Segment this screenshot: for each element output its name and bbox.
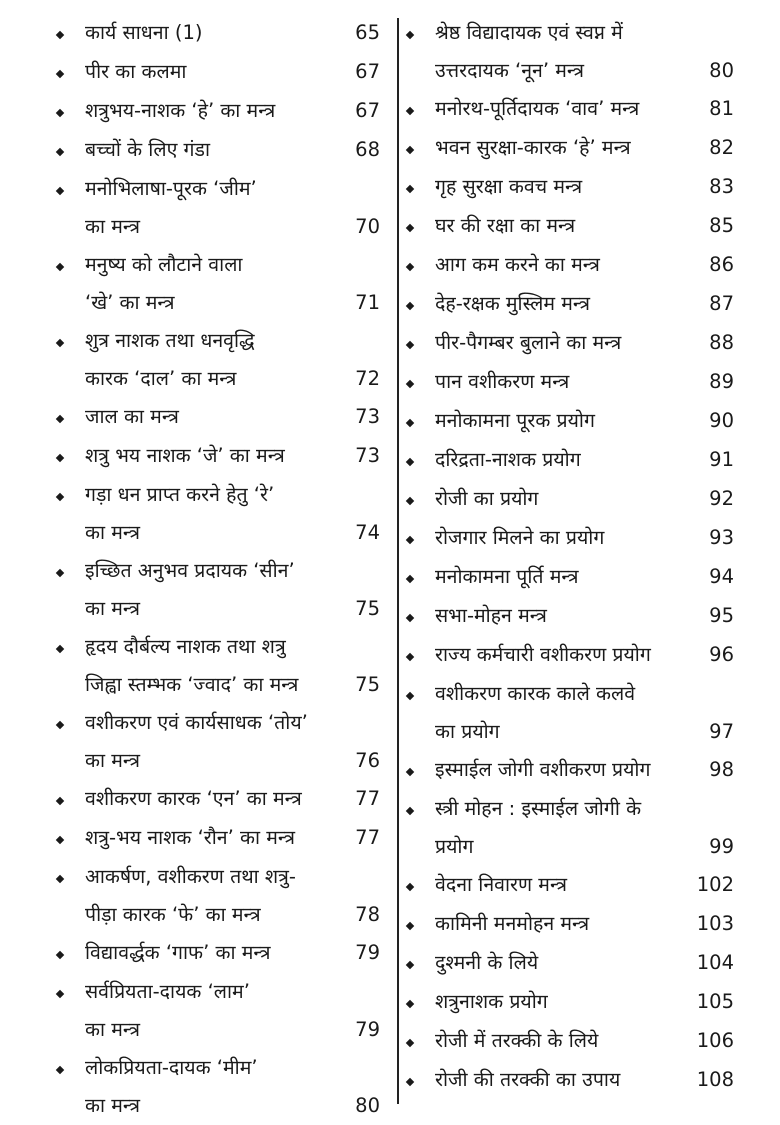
entry-page-number: 106 — [696, 1029, 734, 1052]
entry-title: घर की रक्षा का मन्त्र — [435, 214, 576, 237]
entry-title: श्रेष्ठ विद्यादायक एवं स्वप्न में — [435, 21, 623, 44]
bullet-icon — [406, 146, 414, 154]
entry-title: पीर का कलमा — [85, 60, 187, 83]
entry-line — [55, 131, 390, 170]
entry-title: पीर-पैगम्बर बुलाने का मन्त्र — [435, 331, 622, 354]
bullet-icon — [56, 797, 64, 805]
contents-entry — [55, 552, 390, 628]
entry-line — [55, 666, 390, 704]
entry-line — [55, 934, 390, 973]
bullet-icon — [406, 575, 414, 583]
entry-page-number: 78 — [355, 903, 380, 926]
contents-entry — [405, 129, 740, 168]
bullet-icon — [56, 569, 64, 577]
entry-title: राज्य कर्मचारी वशीकरण प्रयोग — [435, 643, 651, 666]
entry-title: मनोकामना पूरक प्रयोग — [435, 409, 595, 432]
entry-line — [55, 552, 390, 590]
bullet-icon — [406, 653, 414, 661]
entry-page-number: 97 — [709, 720, 734, 743]
entry-line — [55, 360, 390, 398]
entry-page-number: 103 — [696, 912, 734, 935]
entry-title: मनोरथ-पूर्तिदायक ‘वाव’ मन्त्र — [435, 97, 640, 120]
contents-column-right — [405, 14, 740, 1100]
contents-entry — [405, 285, 740, 324]
entry-page-number: 82 — [709, 136, 734, 159]
contents-entry — [405, 363, 740, 402]
contents-entry — [405, 207, 740, 246]
entry-line — [405, 168, 740, 207]
entry-page-number: 93 — [709, 526, 734, 549]
entry-title: कारक ‘दाल’ का मन्त्र — [85, 367, 237, 390]
entry-page-number: 90 — [709, 409, 734, 432]
entry-title: पान वशीकरण मन्त्र — [435, 370, 570, 393]
bullet-icon — [406, 614, 414, 622]
bullet-icon — [56, 836, 64, 844]
entry-line — [405, 402, 740, 441]
entry-title: बच्चों के लिए गंडा — [85, 138, 211, 161]
bullet-icon — [56, 875, 64, 883]
entry-title: मनोभिलाषा-पूरक ‘जीम’ — [85, 177, 257, 200]
entry-line — [405, 285, 740, 324]
bullet-icon — [56, 187, 64, 195]
entry-line — [405, 1022, 740, 1061]
entry-page-number: 85 — [709, 214, 734, 237]
entry-title: देह-रक्षक मुस्लिम मन्त्र — [435, 292, 591, 315]
entry-page-number: 92 — [709, 487, 734, 510]
contents-entry — [405, 1061, 740, 1100]
bullet-icon — [406, 341, 414, 349]
contents-entry — [405, 480, 740, 519]
entry-page-number: 74 — [355, 521, 380, 544]
bullet-icon — [56, 263, 64, 271]
bullet-icon — [406, 768, 414, 776]
entry-line — [405, 129, 740, 168]
entry-page-number: 79 — [355, 1018, 380, 1041]
entry-page-number: 80 — [709, 59, 734, 82]
contents-entry — [405, 751, 740, 790]
entry-title: वशीकरण एवं कार्यसाधक ‘तोय’ — [85, 711, 308, 734]
entry-line — [405, 1061, 740, 1100]
entry-page-number: 99 — [709, 835, 734, 858]
entry-line — [55, 170, 390, 208]
entry-line — [55, 1011, 390, 1049]
bullet-icon — [56, 339, 64, 347]
contents-entry — [55, 628, 390, 704]
bullet-icon — [56, 951, 64, 959]
entry-page-number: 108 — [696, 1068, 734, 1091]
entry-title: आकर्षण, वशीकरण तथा शत्रु- — [85, 865, 296, 888]
entry-line — [405, 944, 740, 983]
entry-page-number: 81 — [709, 97, 734, 120]
contents-entry — [55, 53, 390, 92]
entry-title: शुत्र नाशक तथा धनवृद्धि — [85, 329, 255, 352]
entry-page-number: 77 — [355, 826, 380, 849]
entry-line — [55, 14, 390, 53]
entry-line — [55, 1049, 390, 1087]
bullet-icon — [56, 1066, 64, 1074]
bullet-icon — [56, 148, 64, 156]
entry-title: का मन्त्र — [85, 521, 140, 544]
entry-page-number: 96 — [709, 643, 734, 666]
contents-entry — [405, 983, 740, 1022]
entry-line — [405, 751, 740, 790]
entry-line — [405, 207, 740, 246]
entry-line — [405, 713, 740, 751]
entry-line — [55, 896, 390, 934]
entry-line — [55, 858, 390, 896]
entry-title: कार्य साधना (1) — [85, 21, 203, 44]
entry-title: वेदना निवारण मन्त्र — [435, 873, 568, 896]
entry-line — [55, 590, 390, 628]
contents-column-left — [55, 14, 390, 1125]
entry-title: मनुष्य को लौटाने वाला — [85, 253, 243, 276]
bullet-icon — [406, 497, 414, 505]
entry-page-number: 80 — [355, 1094, 380, 1117]
bullet-icon — [406, 419, 414, 427]
contents-entry — [405, 1022, 740, 1061]
entry-title: का मन्त्र — [85, 215, 140, 238]
entry-page-number: 77 — [355, 787, 380, 810]
contents-entry — [405, 246, 740, 285]
entry-page-number: 88 — [709, 331, 734, 354]
bullet-icon — [56, 721, 64, 729]
contents-entry — [55, 170, 390, 246]
entry-title: वशीकरण कारक ‘एन’ का मन्त्र — [85, 787, 302, 810]
entry-page-number: 76 — [355, 749, 380, 772]
entry-line — [405, 597, 740, 636]
entry-title: का मन्त्र — [85, 1094, 140, 1117]
bullet-icon — [56, 31, 64, 39]
entry-page-number: 68 — [355, 138, 380, 161]
entry-line — [55, 398, 390, 437]
contents-entry — [405, 519, 740, 558]
entry-page-number: 73 — [355, 405, 380, 428]
bullet-icon — [56, 454, 64, 462]
entry-title: जाल का मन्त्र — [85, 405, 179, 428]
bullet-icon — [56, 645, 64, 653]
entry-line — [55, 476, 390, 514]
entry-title: का मन्त्र — [85, 749, 140, 772]
bullet-icon — [406, 1000, 414, 1008]
contents-entry — [405, 636, 740, 675]
entry-title: शत्रु भय नाशक ‘जे’ का मन्त्र — [85, 444, 285, 467]
contents-entry — [55, 476, 390, 552]
column-divider — [397, 18, 399, 1104]
entry-line — [55, 819, 390, 858]
entry-line — [55, 92, 390, 131]
contents-entry — [55, 780, 390, 819]
contents-entry — [405, 168, 740, 207]
contents-entry — [55, 1049, 390, 1125]
entry-title: का प्रयोग — [435, 720, 500, 743]
contents-entry — [55, 858, 390, 934]
entry-page-number: 73 — [355, 444, 380, 467]
entry-page-number: 83 — [709, 175, 734, 198]
contents-entry — [55, 92, 390, 131]
entry-line — [55, 780, 390, 819]
entry-line — [55, 1087, 390, 1125]
entry-title: भवन सुरक्षा-कारक ‘हे’ मन्त्र — [435, 136, 631, 159]
bullet-icon — [406, 263, 414, 271]
entry-page-number: 75 — [355, 597, 380, 620]
entry-page-number: 102 — [696, 873, 734, 896]
entry-line — [55, 973, 390, 1011]
bullet-icon — [406, 185, 414, 193]
contents-entry — [405, 905, 740, 944]
bullet-icon — [406, 224, 414, 232]
contents-entry — [55, 322, 390, 398]
contents-entry — [405, 90, 740, 129]
contents-entry — [55, 973, 390, 1049]
entry-line — [405, 983, 740, 1022]
contents-entry — [405, 675, 740, 751]
entry-page-number: 72 — [355, 367, 380, 390]
contents-entry — [55, 398, 390, 437]
entry-title: हृदय दौर्बल्य नाशक तथा शत्रु — [85, 635, 286, 658]
contents-entry — [55, 934, 390, 973]
entry-title: का मन्त्र — [85, 597, 140, 620]
bullet-icon — [406, 31, 414, 39]
bullet-icon — [406, 922, 414, 930]
entry-line — [55, 208, 390, 246]
entry-page-number: 95 — [709, 604, 734, 627]
entry-line — [55, 742, 390, 780]
entry-line — [405, 828, 740, 866]
entry-line — [55, 704, 390, 742]
entry-title: वशीकरण कारक काले कलवे — [435, 682, 636, 705]
entry-line — [405, 441, 740, 480]
entry-title: लोकप्रियता-दायक ‘मीम’ — [85, 1056, 258, 1079]
entry-title: ‘खे’ का मन्त्र — [85, 291, 175, 314]
entry-line — [405, 52, 740, 90]
contents-entry — [405, 944, 740, 983]
bullet-icon — [406, 380, 414, 388]
bullet-icon — [56, 70, 64, 78]
contents-entry — [55, 246, 390, 322]
entry-line — [55, 284, 390, 322]
entry-title: शत्रुभय-नाशक ‘हे’ का मन्त्र — [85, 99, 276, 122]
contents-entry — [55, 131, 390, 170]
entry-line — [405, 14, 740, 52]
bullet-icon — [56, 990, 64, 998]
bullet-icon — [56, 493, 64, 501]
bullet-icon — [406, 1078, 414, 1086]
entry-line — [405, 480, 740, 519]
entry-line — [55, 628, 390, 666]
entry-page-number: 70 — [355, 215, 380, 238]
entry-line — [405, 519, 740, 558]
entry-title: इस्माईल जोगी वशीकरण प्रयोग — [435, 758, 651, 781]
contents-entry — [405, 14, 740, 90]
contents-entry — [405, 597, 740, 636]
entry-title: गड़ा धन प्राप्त करने हेतु ‘रे’ — [85, 483, 275, 506]
entry-line — [55, 437, 390, 476]
bullet-icon — [406, 107, 414, 115]
contents-entry — [405, 790, 740, 866]
entry-title: शत्रुनाशक प्रयोग — [435, 990, 548, 1013]
entry-title: सर्वप्रियता-दायक ‘लाम’ — [85, 980, 250, 1003]
entry-line — [405, 324, 740, 363]
entry-title: मनोकामना पूर्ति मन्त्र — [435, 565, 579, 588]
bullet-icon — [56, 415, 64, 423]
entry-title: रोजी की तरक्की का उपाय — [435, 1068, 621, 1091]
entry-page-number: 98 — [709, 758, 734, 781]
entry-line — [405, 90, 740, 129]
entry-title: इच्छित अनुभव प्रदायक ‘सीन’ — [85, 559, 295, 582]
entry-line — [55, 322, 390, 360]
entry-title: पीड़ा कारक ‘फे’ का मन्त्र — [85, 903, 261, 926]
entry-line — [405, 675, 740, 713]
entry-title: रोजगार मिलने का प्रयोग — [435, 526, 605, 549]
entry-line — [405, 363, 740, 402]
entry-page-number: 104 — [696, 951, 734, 974]
entry-page-number: 79 — [355, 941, 380, 964]
entry-title: शत्रु-भय नाशक ‘रौन’ का मन्त्र — [85, 826, 296, 849]
contents-entry — [55, 819, 390, 858]
entry-page-number: 89 — [709, 370, 734, 393]
contents-entry — [405, 402, 740, 441]
entry-line — [405, 246, 740, 285]
entry-title: जिह्वा स्तम्भक ‘ज्वाद’ का मन्त्र — [85, 673, 299, 696]
bullet-icon — [406, 692, 414, 700]
contents-entry — [405, 866, 740, 905]
entry-page-number: 86 — [709, 253, 734, 276]
entry-title: गृह सुरक्षा कवच मन्त्र — [435, 175, 583, 198]
entry-line — [405, 558, 740, 597]
entry-title: दरिद्रता-नाशक प्रयोग — [435, 448, 581, 471]
entry-page-number: 94 — [709, 565, 734, 588]
entry-title: का मन्त्र — [85, 1018, 140, 1041]
entry-title: कामिनी मनमोहन मन्त्र — [435, 912, 590, 935]
contents-entry — [55, 437, 390, 476]
bullet-icon — [406, 961, 414, 969]
bullet-icon — [406, 458, 414, 466]
bullet-icon — [406, 883, 414, 891]
contents-entry — [405, 441, 740, 480]
entry-line — [55, 53, 390, 92]
entry-page-number: 67 — [355, 99, 380, 122]
entry-page-number: 105 — [696, 990, 734, 1013]
entry-page-number: 71 — [355, 291, 380, 314]
entry-page-number: 65 — [355, 21, 380, 44]
entry-title: दुश्मनी के लिये — [435, 951, 539, 974]
bullet-icon — [406, 1039, 414, 1047]
entry-title: प्रयोग — [435, 835, 474, 858]
entry-page-number: 67 — [355, 60, 380, 83]
contents-entry — [55, 14, 390, 53]
entry-page-number: 75 — [355, 673, 380, 696]
bullet-icon — [406, 536, 414, 544]
entry-title: उत्तरदायक ‘नून’ मन्त्र — [435, 59, 585, 82]
entry-title: आग कम करने का मन्त्र — [435, 253, 600, 276]
entry-line — [55, 246, 390, 284]
contents-entry — [405, 558, 740, 597]
contents-entry — [405, 324, 740, 363]
entry-line — [405, 636, 740, 675]
entry-title: स्त्री मोहन : इस्माईल जोगी के — [435, 797, 642, 820]
entry-line — [55, 514, 390, 552]
contents-entry — [55, 704, 390, 780]
entry-title: सभा-मोहन मन्त्र — [435, 604, 547, 627]
entry-title: विद्यावर्द्धक ‘गाफ’ का मन्त्र — [85, 941, 271, 964]
entry-line — [405, 866, 740, 905]
bullet-icon — [56, 109, 64, 117]
bullet-icon — [406, 302, 414, 310]
bullet-icon — [406, 807, 414, 815]
entry-line — [405, 790, 740, 828]
entry-line — [405, 905, 740, 944]
entry-title: रोजी में तरक्की के लिये — [435, 1029, 599, 1052]
entry-page-number: 87 — [709, 292, 734, 315]
entry-title: रोजी का प्रयोग — [435, 487, 539, 510]
entry-page-number: 91 — [709, 448, 734, 471]
